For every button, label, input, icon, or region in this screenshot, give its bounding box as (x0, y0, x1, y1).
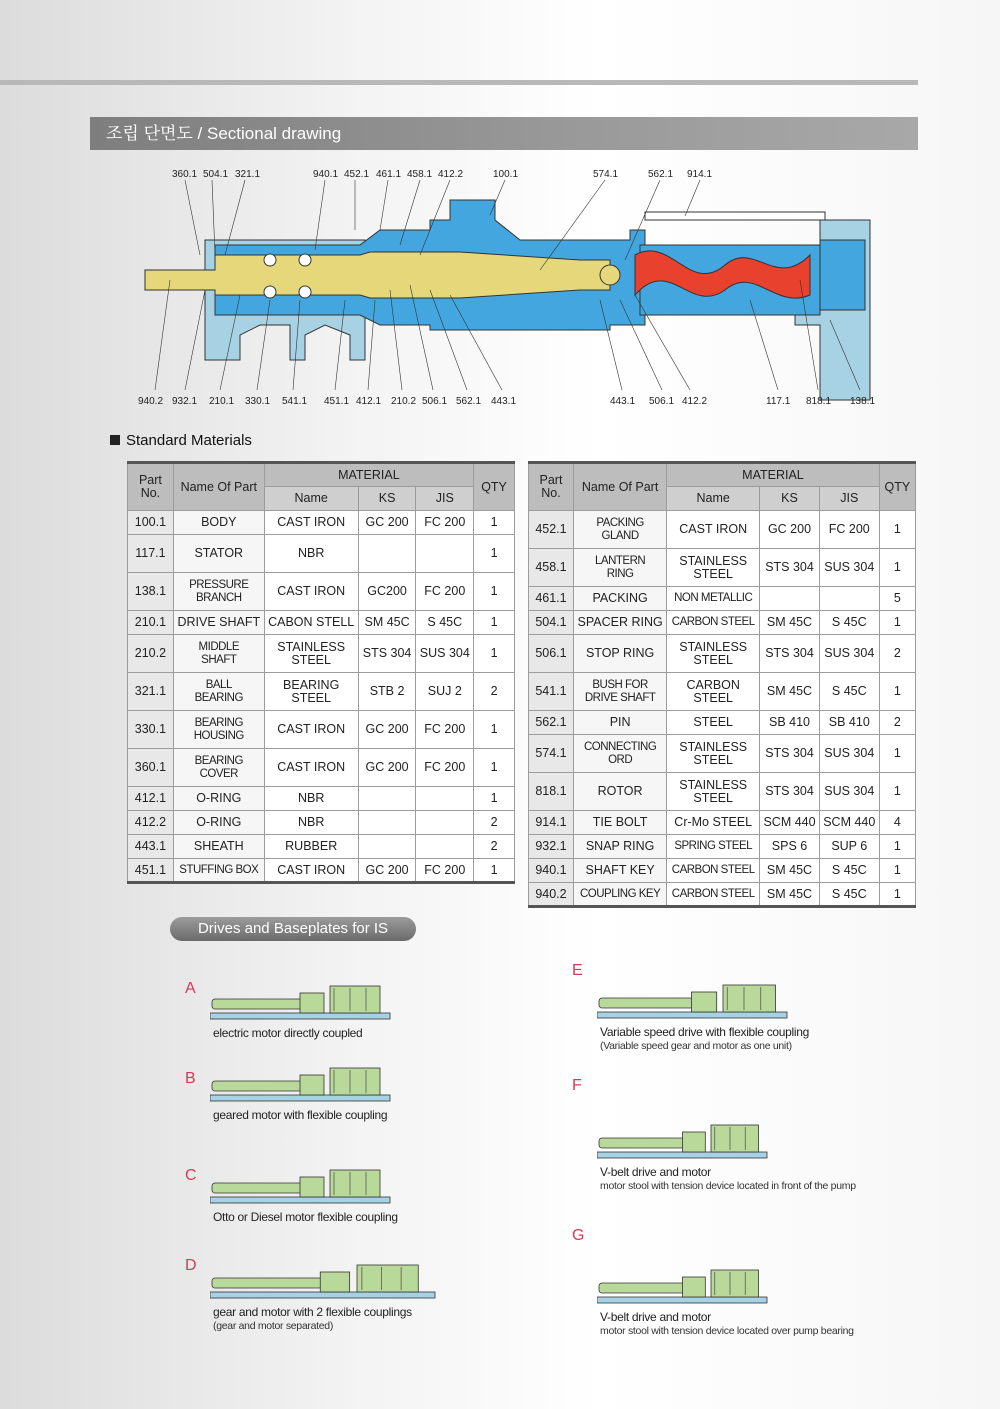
header-jis: JIS (416, 487, 474, 511)
header-name-of-part: Name Of Part (173, 463, 264, 511)
material-name-cell: CARBON STEEL (667, 859, 760, 883)
qty-cell: 1 (474, 611, 515, 635)
tie-bolt-shape (645, 212, 825, 220)
part-no-cell: 541.1 (529, 673, 574, 711)
jis-cell: S 45C (416, 611, 474, 635)
label-bottom-5: 451.1 (324, 396, 350, 407)
qty-cell: 2 (474, 835, 515, 859)
material-name-cell: NON METALLIC (667, 587, 760, 611)
jis-cell (416, 835, 474, 859)
part-name-cell: SHAFT KEY (573, 859, 666, 883)
drive-caption: Otto or Diesel motor flexible coupling (213, 1210, 398, 1224)
ks-cell: SM 45C (358, 611, 416, 635)
header-ks: KS (760, 487, 820, 511)
table-row (529, 611, 916, 635)
table-row (529, 549, 916, 587)
header-name: Name (667, 487, 760, 511)
header-material: MATERIAL (667, 463, 879, 487)
table-row (128, 711, 515, 749)
qty-cell: 1 (879, 611, 915, 635)
table-row (128, 511, 515, 535)
sectional-drawing (130, 160, 900, 410)
label-bottom-0: 940.2 (138, 396, 164, 407)
part-name-cell: BEARING COVER (173, 749, 264, 787)
label-bottom-7: 210.2 (391, 396, 417, 407)
material-name-cell: NBR (264, 787, 358, 811)
part-no-cell: 451.1 (128, 859, 174, 883)
jis-cell: SB 410 (819, 711, 879, 735)
jis-cell: SUS 304 (819, 635, 879, 673)
material-name-cell: BEARING STEEL (264, 673, 358, 711)
label-bottom-2: 210.1 (209, 396, 235, 407)
drives-title (170, 917, 416, 941)
jis-cell: S 45C (819, 883, 879, 907)
part-no-cell: 360.1 (128, 749, 174, 787)
part-no-cell: 210.2 (128, 635, 174, 673)
drive-caption: electric motor directly coupled (213, 1026, 363, 1040)
part-no-cell: 461.1 (529, 587, 574, 611)
jis-cell: FC 200 (416, 859, 474, 883)
material-name-cell: CARBON STEEL (667, 673, 760, 711)
label-bottom-3: 330.1 (245, 396, 271, 407)
drive-illustration (597, 1215, 787, 1305)
table-row (128, 535, 515, 573)
qty-cell: 1 (474, 573, 515, 611)
part-name-cell: PACKING GLAND (573, 511, 666, 549)
qty-cell: 1 (474, 511, 515, 535)
label-top-3: 940.1 (313, 169, 339, 180)
pin-circle (600, 265, 620, 285)
table-row (128, 859, 515, 883)
jis-cell (416, 787, 474, 811)
drive-letter: C (185, 1167, 197, 1184)
drive-subcaption: motor stool with tension device located over pump bearing (600, 1325, 854, 1337)
table-row (529, 883, 916, 907)
ks-cell: SM 45C (760, 673, 820, 711)
part-name-cell: COUPLING KEY (573, 883, 666, 907)
material-name-cell: CAST IRON (264, 711, 358, 749)
label-top-0: 360.1 (172, 169, 198, 180)
bearing-circle-4 (299, 286, 311, 298)
ks-cell: SCM 440 (760, 811, 820, 835)
header-name-of-part: Name Of Part (573, 463, 666, 511)
ks-cell (358, 787, 416, 811)
label-top-6: 458.1 (407, 169, 433, 180)
jis-cell: S 45C (819, 611, 879, 635)
ks-cell: SM 45C (760, 883, 820, 907)
drive-illustration (210, 1058, 410, 1103)
jis-cell: SCM 440 (819, 811, 879, 835)
table-row (529, 673, 916, 711)
ks-cell: SM 45C (760, 859, 820, 883)
jis-cell: SUS 304 (819, 735, 879, 773)
part-no-cell: 504.1 (529, 611, 574, 635)
part-no-cell: 914.1 (529, 811, 574, 835)
table-row (529, 735, 916, 773)
section-title: 조립 단면도 / Sectional drawing (106, 124, 342, 143)
materials-table-right (528, 461, 916, 908)
ks-cell: GC 200 (358, 859, 416, 883)
materials-table-left (127, 461, 515, 884)
ks-cell (358, 835, 416, 859)
drive-caption: geared motor with flexible coupling (213, 1108, 388, 1122)
part-no-cell: 412.2 (128, 811, 174, 835)
qty-cell: 1 (879, 773, 915, 811)
qty-cell: 1 (879, 673, 915, 711)
part-name-cell: LANTERN RING (573, 549, 666, 587)
part-name-cell: PIN (573, 711, 666, 735)
ks-cell: GC 200 (358, 749, 416, 787)
outlet-end-shape (820, 240, 865, 310)
label-top-8: 100.1 (493, 169, 519, 180)
part-name-cell: PACKING (573, 587, 666, 611)
jis-cell (416, 535, 474, 573)
part-no-cell: 117.1 (128, 535, 174, 573)
part-no-cell: 330.1 (128, 711, 174, 749)
part-name-cell: O-RING (173, 787, 264, 811)
drive-letter: B (185, 1070, 196, 1087)
table-row (529, 859, 916, 883)
drive-letter: F (572, 1077, 582, 1094)
material-name-cell: CAST IRON (264, 573, 358, 611)
material-name-cell: CAST IRON (264, 859, 358, 883)
label-bottom-10: 443.1 (491, 396, 517, 407)
qty-cell: 1 (879, 735, 915, 773)
table-row (529, 773, 916, 811)
table-row (128, 835, 515, 859)
ks-cell: GC 200 (358, 511, 416, 535)
drive-subcaption: (gear and motor separated) (213, 1320, 334, 1332)
table-row (529, 635, 916, 673)
part-no-cell: 562.1 (529, 711, 574, 735)
part-name-cell: TIE BOLT (573, 811, 666, 835)
part-name-cell: BODY (173, 511, 264, 535)
table-row (529, 835, 916, 859)
label-top-4: 452.1 (344, 169, 370, 180)
table-row (529, 511, 916, 549)
part-no-cell: 138.1 (128, 573, 174, 611)
header-qty: QTY (474, 463, 515, 511)
header-part-no: Part No. (128, 463, 174, 511)
drive-letter: D (185, 1257, 197, 1274)
section-title-bar (90, 117, 918, 150)
qty-cell: 1 (879, 511, 915, 549)
part-no-cell: 210.1 (128, 611, 174, 635)
part-no-cell: 574.1 (529, 735, 574, 773)
label-top-9: 574.1 (593, 169, 619, 180)
material-name-cell: STAINLESS STEEL (667, 635, 760, 673)
jis-cell (819, 587, 879, 611)
label-bottom-13: 412.2 (682, 396, 708, 407)
label-bottom-1: 932.1 (172, 396, 198, 407)
qty-cell: 2 (474, 811, 515, 835)
qty-cell: 2 (474, 673, 515, 711)
label-bottom-9: 562.1 (456, 396, 482, 407)
qty-cell: 1 (879, 835, 915, 859)
part-name-cell: PRESSURE BRANCH (173, 573, 264, 611)
label-bottom-4: 541.1 (282, 396, 308, 407)
ks-cell: STS 304 (358, 635, 416, 673)
material-name-cell: STAINLESS STEEL (667, 549, 760, 587)
table-row (128, 673, 515, 711)
part-name-cell: STOP RING (573, 635, 666, 673)
part-no-cell: 452.1 (529, 511, 574, 549)
bearing-circle-2 (264, 286, 276, 298)
ks-cell: STS 304 (760, 635, 820, 673)
bearing-circle-1 (264, 254, 276, 266)
square-bullet-icon (110, 435, 120, 445)
drive-letter: G (572, 1227, 585, 1244)
table-row (128, 749, 515, 787)
drives-title-text: Drives and Baseplates for IS (197, 920, 389, 937)
material-name-cell: CAST IRON (667, 511, 760, 549)
jis-cell: S 45C (819, 859, 879, 883)
drive-caption: Variable speed drive with flexible coupling (600, 1025, 810, 1039)
header-qty: QTY (879, 463, 915, 511)
part-name-cell: O-RING (173, 811, 264, 835)
part-no-cell: 412.1 (128, 787, 174, 811)
label-top-1: 504.1 (203, 169, 229, 180)
label-bottom-14: 117.1 (766, 396, 791, 407)
jis-cell: FC 200 (416, 573, 474, 611)
qty-cell: 1 (474, 859, 515, 883)
ks-cell: STB 2 (358, 673, 416, 711)
drive-illustration (597, 950, 807, 1020)
label-bottom-8: 506.1 (422, 396, 448, 407)
part-no-cell: 818.1 (529, 773, 574, 811)
part-name-cell: SHEATH (173, 835, 264, 859)
qty-cell: 1 (474, 711, 515, 749)
jis-cell: SUS 304 (819, 549, 879, 587)
part-no-cell: 100.1 (128, 511, 174, 535)
qty-cell: 4 (879, 811, 915, 835)
table-row (529, 711, 916, 735)
part-name-cell: BALL BEARING (173, 673, 264, 711)
qty-cell: 2 (879, 635, 915, 673)
materials-title-text: Standard Materials (126, 432, 252, 449)
qty-cell: 2 (879, 711, 915, 735)
jis-cell: SUJ 2 (416, 673, 474, 711)
ks-cell: GC 200 (760, 511, 820, 549)
jis-cell: FC 200 (416, 711, 474, 749)
ks-cell (760, 587, 820, 611)
ks-cell: GC 200 (358, 711, 416, 749)
material-name-cell: SPRING STEEL (667, 835, 760, 859)
drive-illustration (597, 1065, 787, 1160)
drive-subcaption: (Variable speed gear and motor as one unit) (600, 1040, 792, 1052)
material-name-cell: NBR (264, 535, 358, 573)
material-name-cell: Cr-Mo STEEL (667, 811, 760, 835)
ks-cell (358, 535, 416, 573)
left-table-body (128, 511, 515, 883)
header-material: MATERIAL (264, 463, 473, 487)
label-top-5: 461.1 (376, 169, 402, 180)
jis-cell: S 45C (819, 673, 879, 711)
material-name-cell: STAINLESS STEEL (667, 773, 760, 811)
ks-cell: SPS 6 (760, 835, 820, 859)
label-bottom-11: 443.1 (610, 396, 636, 407)
part-name-cell: ROTOR (573, 773, 666, 811)
drive-illustration (210, 968, 410, 1021)
drive-caption: gear and motor with 2 flexible couplings (213, 1305, 412, 1319)
part-name-cell: BUSH FOR DRIVE SHAFT (573, 673, 666, 711)
part-no-cell: 321.1 (128, 673, 174, 711)
material-name-cell: NBR (264, 811, 358, 835)
qty-cell: 1 (879, 859, 915, 883)
jis-cell: FC 200 (416, 511, 474, 535)
materials-title (110, 432, 252, 449)
material-name-cell: CARBON STEEL (667, 883, 760, 907)
qty-cell: 5 (879, 587, 915, 611)
label-bottom-16: 138.1 (850, 396, 876, 407)
drive-letter: E (572, 962, 583, 979)
drive-illustration (210, 1155, 410, 1205)
jis-cell: SUS 304 (819, 773, 879, 811)
table-row (128, 811, 515, 835)
label-bottom-12: 506.1 (649, 396, 675, 407)
part-no-cell: 458.1 (529, 549, 574, 587)
right-table-body (529, 511, 916, 907)
label-top-2: 321.1 (235, 169, 261, 180)
part-name-cell: SPACER RING (573, 611, 666, 635)
drive-caption: V-belt drive and motor (600, 1165, 711, 1179)
header-name: Name (264, 487, 358, 511)
drive-subcaption: motor stool with tension device located in front of the pump (600, 1180, 856, 1192)
part-name-cell: STATOR (173, 535, 264, 573)
header-part-no: Part No. (529, 463, 574, 511)
bearing-circle-3 (299, 254, 311, 266)
material-name-cell: RUBBER (264, 835, 358, 859)
drive-caption: V-belt drive and motor (600, 1310, 711, 1324)
part-name-cell: BEARING HOUSING (173, 711, 264, 749)
qty-cell: 1 (474, 749, 515, 787)
ks-cell: STS 304 (760, 735, 820, 773)
part-name-cell: DRIVE SHAFT (173, 611, 264, 635)
table-row (128, 635, 515, 673)
part-no-cell: 940.1 (529, 859, 574, 883)
qty-cell: 1 (474, 535, 515, 573)
qty-cell: 1 (474, 787, 515, 811)
ks-cell: SM 45C (760, 611, 820, 635)
qty-cell: 1 (879, 549, 915, 587)
material-name-cell: STEEL (667, 711, 760, 735)
ks-cell: SB 410 (760, 711, 820, 735)
material-name-cell: CAST IRON (264, 749, 358, 787)
material-name-cell: STAINLESS STEEL (667, 735, 760, 773)
drive-illustration (210, 1245, 455, 1300)
part-no-cell: 932.1 (529, 835, 574, 859)
table-row (128, 611, 515, 635)
jis-cell: FC 200 (416, 749, 474, 787)
ks-cell (358, 811, 416, 835)
table-row (128, 573, 515, 611)
ks-cell: STS 304 (760, 549, 820, 587)
part-no-cell: 940.2 (529, 883, 574, 907)
jis-cell: SUS 304 (416, 635, 474, 673)
label-top-10: 562.1 (648, 169, 674, 180)
part-name-cell: CONNECTING ORD (573, 735, 666, 773)
jis-cell (416, 811, 474, 835)
drive-shaft-shape (145, 252, 610, 298)
table-row (529, 811, 916, 835)
material-name-cell: CABON STELL (264, 611, 358, 635)
qty-cell: 1 (474, 635, 515, 673)
table-row (128, 787, 515, 811)
part-name-cell: MIDDLE SHAFT (173, 635, 264, 673)
label-bottom-6: 412.1 (356, 396, 382, 407)
part-no-cell: 506.1 (529, 635, 574, 673)
part-no-cell: 443.1 (128, 835, 174, 859)
material-name-cell: STAINLESS STEEL (264, 635, 358, 673)
jis-cell: FC 200 (819, 511, 879, 549)
ks-cell: STS 304 (760, 773, 820, 811)
label-top-11: 914.1 (687, 169, 713, 180)
ks-cell: GC200 (358, 573, 416, 611)
label-top-7: 412.2 (438, 169, 464, 180)
drive-letter: A (185, 980, 196, 997)
label-bottom-15: 818.1 (806, 396, 832, 407)
qty-cell: 1 (879, 883, 915, 907)
table-row (529, 587, 916, 611)
top-divider (0, 80, 918, 85)
part-name-cell: SNAP RING (573, 835, 666, 859)
header-ks: KS (358, 487, 416, 511)
jis-cell: SUP 6 (819, 835, 879, 859)
header-jis: JIS (819, 487, 879, 511)
part-name-cell: STUFFING BOX (173, 859, 264, 883)
material-name-cell: CAST IRON (264, 511, 358, 535)
material-name-cell: CARBON STEEL (667, 611, 760, 635)
